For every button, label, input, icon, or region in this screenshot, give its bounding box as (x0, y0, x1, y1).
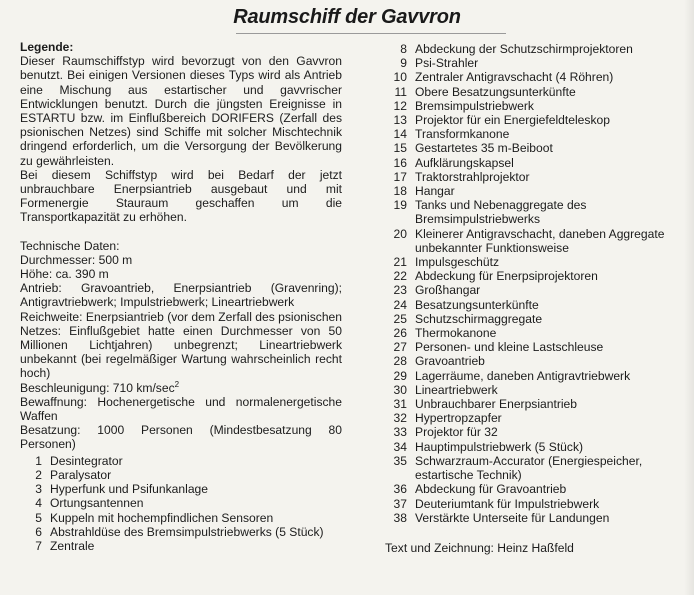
legend-item (385, 56, 685, 70)
legend-item-label: Impulsgeschütz (415, 255, 500, 270)
legend-item (385, 312, 685, 326)
legend-item-number: 12 (393, 98, 407, 113)
legend-item (385, 85, 685, 99)
legend-item-number: 1 (35, 453, 42, 468)
legend-item-number: 9 (400, 56, 407, 71)
legend-item-number: 25 (393, 311, 407, 326)
legend-item-number: 27 (393, 340, 407, 355)
legend-item-label: Lagerräume, daneben Antigravtriebwerk (415, 368, 631, 383)
legend-item-number: 17 (393, 169, 407, 184)
legend-item-number: 5 (35, 510, 42, 525)
legend-item-label: Projektor für ein Energiefeldteleskop (415, 113, 610, 128)
legend-item-number: 32 (393, 411, 407, 426)
legend-item (20, 468, 342, 482)
legend-item (385, 397, 685, 411)
legend-item-number: 10 (393, 70, 407, 85)
legend-item (385, 497, 685, 511)
tech-range: Reichweite: Enerpsiantrieb (vor dem Zerfall des psionischen Netzes: Einflußgebiet hatte einen Durchmesser von 50 Millionen Lichtjahren) unbegrenzt; Lineartriebwerk unbekannt (bei regelmäßiger Wartung wahrscheinlich recht hoch) (20, 309, 342, 381)
legend-item-label: Schwarzraum-Accurator (Energiespeicher, estartische Technik) (415, 453, 643, 483)
legend-item-label: Unbrauchbarer Enerpsiantrieb (415, 397, 578, 412)
legend-item-label: Zentrale (50, 538, 95, 553)
legend-item-label: Gestartetes 35 m-Beiboot (415, 141, 553, 156)
legend-item-label: Thermokanone (415, 326, 497, 341)
legend-item (385, 340, 685, 354)
legend-item-number: 15 (393, 141, 407, 156)
legend-item (385, 511, 685, 525)
legend-item (385, 99, 685, 113)
legend-item-number: 7 (35, 538, 42, 553)
legend-item (20, 539, 342, 553)
legend-item-number: 18 (393, 184, 407, 199)
spacer (20, 225, 342, 239)
legend-item-label: Großhangar (415, 283, 481, 298)
tech-heading: Technische Daten: (20, 238, 120, 253)
legend-item-number: 24 (393, 297, 407, 312)
legend-item-number: 16 (393, 155, 407, 170)
legend-item-label: Tanks und Nebenaggregate des Bremsimpulstriebwerks (415, 198, 587, 227)
legend-item (385, 454, 685, 482)
legend-item-label: Psi-Strahler (415, 56, 479, 71)
tech-armament: Bewaffnung: Hochenergetische und normalenergetische Waffen (20, 394, 342, 424)
legend-item (20, 482, 342, 496)
legend-item-number: 22 (393, 269, 407, 284)
legend-item-label: Zentraler Antigravschacht (4 Röhren) (415, 70, 614, 85)
legend-item-label: Deuteriumtank für Impulstriebwerk (415, 496, 600, 511)
legend-item-number: 38 (393, 510, 407, 525)
legend-item-label: Desintegrator (50, 453, 123, 468)
legend-item-label: Projektor für 32 (415, 425, 498, 440)
legend-item-label: Ortungsantennen (50, 496, 144, 511)
tech-crew: Besatzung: 1000 Personen (Mindestbesatzung 80 Personen) (20, 423, 342, 452)
legend-list-left (20, 454, 342, 553)
legend-item (385, 255, 685, 269)
legend-item-number: 19 (393, 198, 407, 213)
legend-item (385, 198, 685, 226)
legend-item-label: Verstärkte Unterseite für Landungen (415, 510, 610, 525)
legend-item (20, 525, 342, 539)
tech-height: Höhe: ca. 390 m (20, 267, 109, 282)
legend-item (385, 425, 685, 439)
legend-item-label: Aufklärungskapsel (415, 155, 514, 170)
legend-item-label: Schutzschirmaggregate (415, 311, 543, 326)
legend-item (385, 156, 685, 170)
legend-item-number: 37 (393, 496, 407, 511)
legend-item-label: Personen- und kleine Lastschleuse (415, 340, 604, 355)
legend-item-number: 21 (393, 255, 407, 270)
scan-edge-shadow (684, 0, 694, 595)
legend-item-number: 20 (393, 226, 407, 241)
legend-item (385, 141, 685, 155)
legend-item (20, 454, 342, 468)
legend-item-number: 29 (393, 368, 407, 383)
legend-item (385, 411, 685, 425)
legend-item (385, 184, 685, 198)
legend-item (385, 113, 685, 127)
intro-paragraph-2: Bei diesem Schiffstyp wird bei Bedarf der jetzt unbrauchbare Enerpsiantrieb ausgebaut und mit Formenergie Stauraum geschaffen um die Transportkapazität zu erhöhen. (20, 167, 342, 225)
legend-item-number: 33 (393, 425, 407, 440)
legend-item-label: Abdeckung für Enerpsiprojektoren (415, 269, 598, 284)
legend-item-label: Paralysator (50, 467, 112, 482)
legend-item-number: 2 (35, 467, 42, 482)
legend-item-label: Abstrahldüse des Bremsimpulstriebwerks (5 Stück) (50, 524, 324, 539)
legend-item-label: Abdeckung für Gravoantrieb (415, 482, 567, 497)
title-underline (236, 33, 506, 34)
legend-item-number: 28 (393, 354, 407, 369)
legend-item (385, 170, 685, 184)
legend-item (385, 70, 685, 84)
legend-item-number: 23 (393, 283, 407, 298)
legend-item-label: Besatzungsunterkünfte (415, 297, 539, 312)
legend-item-number: 31 (393, 397, 407, 412)
legend-item (385, 283, 685, 297)
legend-item-label: Bremsimpulstriebwerk (415, 98, 534, 113)
legend-item-number: 3 (35, 482, 42, 497)
legend-item (385, 482, 685, 496)
tech-acceleration-exponent: 2 (174, 379, 180, 389)
legend-item-label: Kleinerer Antigravschacht, daneben Aggregate unbekannter Funktionsweise (415, 226, 665, 255)
left-column (20, 40, 342, 553)
legend-item (385, 298, 685, 312)
legend-item (385, 354, 685, 368)
right-column (385, 42, 685, 555)
legend-item (385, 227, 685, 255)
tech-diameter: Durchmesser: 500 m (20, 252, 133, 267)
legend-item (20, 496, 342, 510)
legend-item-number: 36 (393, 482, 407, 497)
tech-propulsion: Antrieb: Gravoantrieb, Enerpsiantrieb (Gravenring); Antigravtriebwerk; Impulstriebwerk; Lineartriebwerk (20, 281, 342, 310)
legend-item-label: Kuppeln mit hochempfindlichen Sensoren (50, 510, 274, 525)
legend-item (385, 326, 685, 340)
legend-item-label: Lineartriebwerk (415, 382, 498, 397)
legend-item (385, 383, 685, 397)
tech-acceleration (20, 381, 342, 395)
legend-item-label: Transformkanone (415, 127, 510, 142)
legend-item (385, 42, 685, 56)
legend-item-number: 35 (393, 453, 407, 468)
legend-item-number: 30 (393, 382, 407, 397)
intro-paragraph-1: Dieser Raumschiffstyp wird bevorzugt von den Gavvron benutzt. Bei einigen Versionen dieses Typs wird als Antrieb eine Mischung aus estartischer und gavvrischer Entwicklungen benutzt. Durch die jüngsten Ereignisse in ESTARTU bzw. im Einflußbereich DORIFERS (Zerfall des psionischen Netzes) sind Schiffe mit solcher Mischtechnik dringend erforderlich, um die Versorgung der Bevölkerung zu gewährleisten. (20, 54, 342, 168)
legend-item (385, 127, 685, 141)
legend-item-label: Hyperfunk und Psifunkanlage (50, 482, 208, 497)
legend-item-number: 13 (393, 113, 407, 128)
legend-item-number: 26 (393, 326, 407, 341)
legend-item-label: Gravoantrieb (415, 354, 485, 369)
legend-item (385, 269, 685, 283)
legend-item-label: Hypertropzapfer (415, 411, 502, 426)
legend-item-label: Obere Besatzungsunterkünfte (415, 84, 576, 99)
legend-item-label: Hauptimpulstriebwerk (5 Stück) (415, 439, 584, 454)
page-title: Raumschiff der Gavvron (233, 6, 461, 28)
legend-item-number: 14 (393, 127, 407, 142)
legend-item-label: Traktorstrahlprojektor (415, 169, 530, 184)
credit-line: Text und Zeichnung: Heinz Haßfeld (385, 540, 574, 555)
legend-item (385, 440, 685, 454)
legend-item-number: 11 (394, 84, 407, 99)
legend-item-number: 8 (400, 42, 407, 56)
legend-item-label: Abdeckung der Schutzschirmprojektoren (415, 42, 633, 56)
legend-item-number: 34 (393, 439, 407, 454)
legend-item-number: 6 (35, 524, 42, 539)
legend-item (20, 511, 342, 525)
tech-acceleration-text: Beschleunigung: 710 km/sec (20, 380, 175, 395)
legend-item (385, 369, 685, 383)
legend-heading: Legende: (20, 40, 74, 54)
legend-item-number: 4 (35, 496, 42, 511)
legend-item-label: Hangar (415, 184, 455, 199)
